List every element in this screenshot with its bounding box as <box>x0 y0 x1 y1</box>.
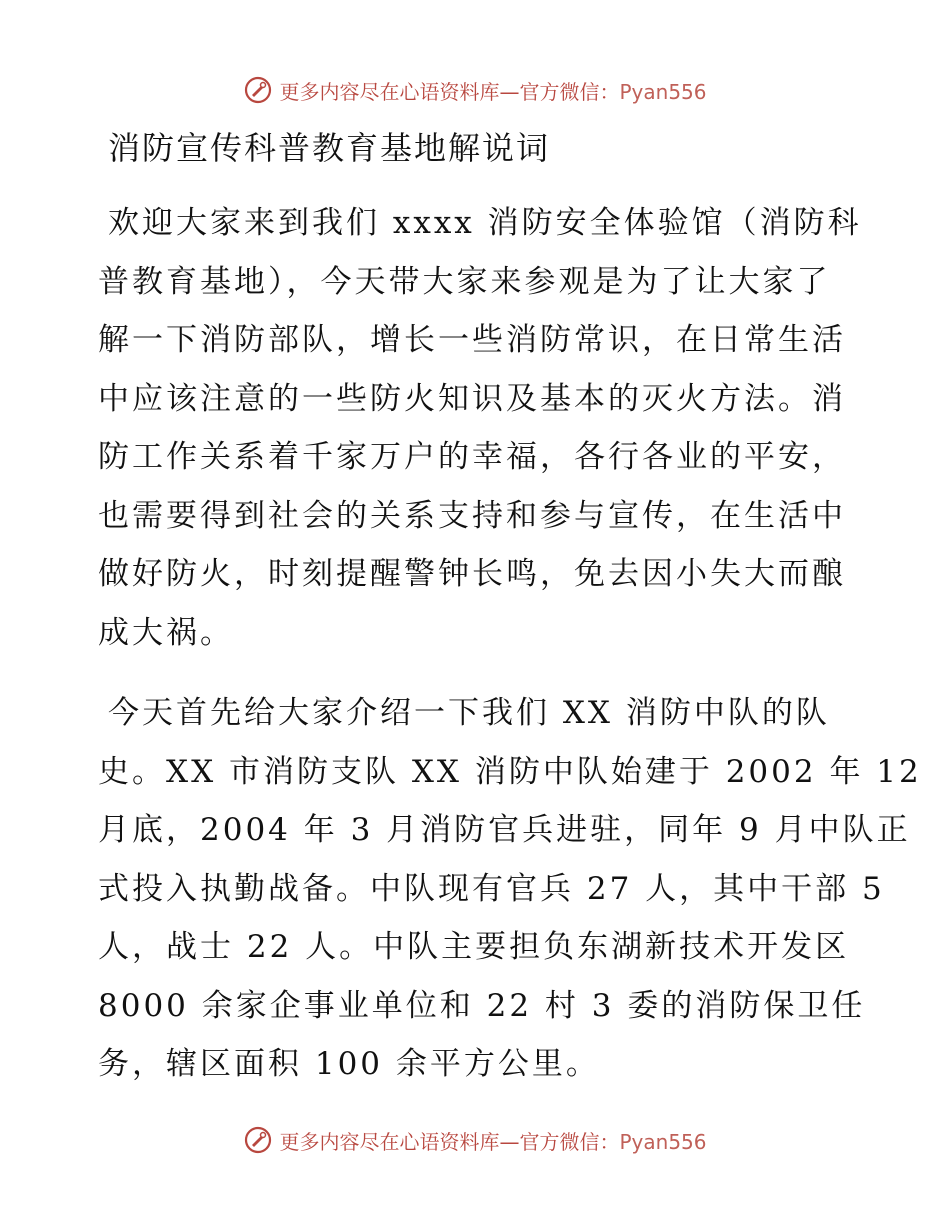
paragraph-line: 成大祸。 <box>98 614 234 651</box>
banner-dash: — <box>499 1129 520 1154</box>
header-banner <box>0 70 950 110</box>
paragraph-line: 也需要得到社会的关系支持和参与宣传，在生活中 <box>98 497 846 534</box>
paragraph-line: 做好防火，时刻提醒警钟长鸣，免去因小失大而酿 <box>98 556 846 592</box>
banner-dash: — <box>499 79 520 104</box>
banner-text <box>279 76 706 105</box>
banner-brand: 更多内容尽在心语资料库 <box>279 1129 500 1154</box>
paragraph-line: 人，战士 22 人。中队主要担负东湖新技术开发区 <box>98 929 850 965</box>
paragraph-line: 式投入执勤战备。中队现有官兵 27 人，其中干部 5 <box>98 870 885 907</box>
brand-logo-icon <box>243 75 273 105</box>
banner-wechat-label: 官方微信： <box>519 79 620 104</box>
paragraph-line: 防工作关系着千家万户的幸福，各行各业的平安， <box>98 439 846 475</box>
banner-wechat-label: 官方微信： <box>519 1129 620 1154</box>
banner-text <box>279 1126 706 1155</box>
paragraph-line: 月底，2004 年 3 月消防官兵进驻，同年 9 月中队正 <box>98 812 911 848</box>
banner-wechat-id: Pyan556 <box>619 1129 707 1154</box>
banner-brand: 更多内容尽在心语资料库 <box>279 79 500 104</box>
paragraph-line: 务，辖区面积 100 余平方公里。 <box>98 1046 600 1082</box>
brand-logo-icon <box>243 1125 273 1155</box>
paragraph-line: 解一下消防部队，增长一些消防常识，在日常生活 <box>98 322 846 358</box>
paragraph-2 <box>98 684 922 1094</box>
banner-wechat-id: Pyan556 <box>619 79 707 104</box>
paragraph-1 <box>98 194 862 662</box>
paragraph-line: 史。XX 市消防支队 XX 消防中队始建于 2002 年 12 <box>98 753 922 790</box>
paragraph-line: 普教育基地），今天带大家来参观是为了让大家了 <box>98 263 831 300</box>
paragraph-line: 8000 余家企事业单位和 22 村 3 委的消防保卫任 <box>98 987 866 1024</box>
footer-banner <box>0 1120 950 1160</box>
document-title: 消防宣传科普教育基地解说词 <box>108 129 551 167</box>
paragraph-line: 欢迎大家来到我们 xxxx 消防安全体验馆（消防科 <box>108 205 862 241</box>
paragraph-line: 今天首先给大家介绍一下我们 XX 消防中队的队 <box>108 695 830 731</box>
paragraph-line: 中应该注意的一些防火知识及基本的灭火方法。消 <box>98 380 846 417</box>
